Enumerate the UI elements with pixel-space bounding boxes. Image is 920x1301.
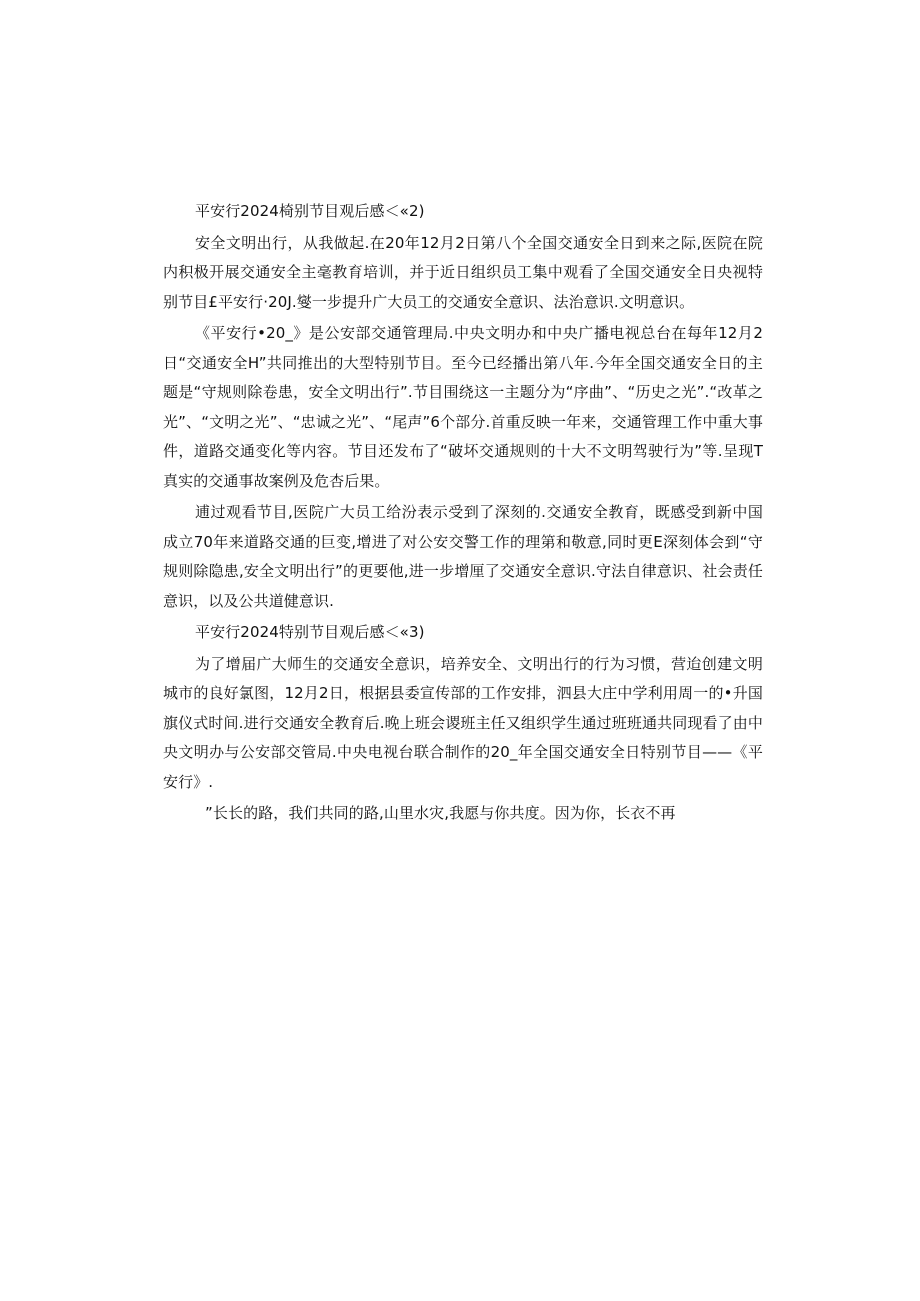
section-heading-2: 平安行2024椅别节目观后感＜«2) xyxy=(195,202,425,220)
paragraph: 逋过观看节目,医院广大员工给汾表示受到了深刻的.交通安全教育，既感受到新中国成立70年来道路交通的巨变,增进了对公安交警工作的理第和敬意,同时更E深刻体会到“守规则除隐患,安全文明出行”的更要他,进一步增厘了交通安全意识.守法自律意识、社会责任意识，以及公共道健意识. xyxy=(163,503,763,610)
quote-paragraph: ”长长的路，我们共同的路,山里水灾,我愿与你共度。因为你，长衣不再 xyxy=(205,804,676,822)
document-body xyxy=(163,197,763,831)
section-heading-3: 平安行2024特别节目观后感＜«3) xyxy=(195,623,425,641)
paragraph: 安全文明出行，从我做起.在20年12月2日第八个全国交通安全日到来之际,医院在院内积极开展交通安全主毫教育培训，并于近日组织员工集中观看了全国交通安全日央视特别节目£平安行·20J.燮一步提升广大员工的交通安全意识、法治意识.文明意识。 xyxy=(163,233,763,311)
paragraph: 为了增届广大师生的交通安全意识，培养安全、文明出行的行为习惯，营迨创建文明城市的良好氯图，12月2日，根据县委宣传部的工作安排，泗县大庄中学利用周一的•升国旗仪式时间.进行交通安全教育后.晚上班会谡班主任又组织学生通过班班通共同现看了由中央文明办与公安部交管局.中央电视台联合制作的20_年全国交通安全日特别节目——《平安行》. xyxy=(163,654,763,791)
paragraph: 《平安行•20_》是公安部交通管理局.中央文明办和中央广播电视总台在每年12月2日“交通安全H”共同推出的大型特别节目。至今已经播出第八年.今年全国交通安全日的主题是“守规则除卷患，安全文明出行”.节目围绕这一主题分为“序曲”、“历史之光”.“改革之光”、“文明之光”、“忠诚之光”、“尾声”6个部分.首重反映一年来，交通管理工作中重大事件，道路交通变化等内容。节目还发布了“破坏交通规则的十大不文明驾驶行为”等.呈现T真实的交通事故案例及危杏后果。 xyxy=(163,324,763,490)
